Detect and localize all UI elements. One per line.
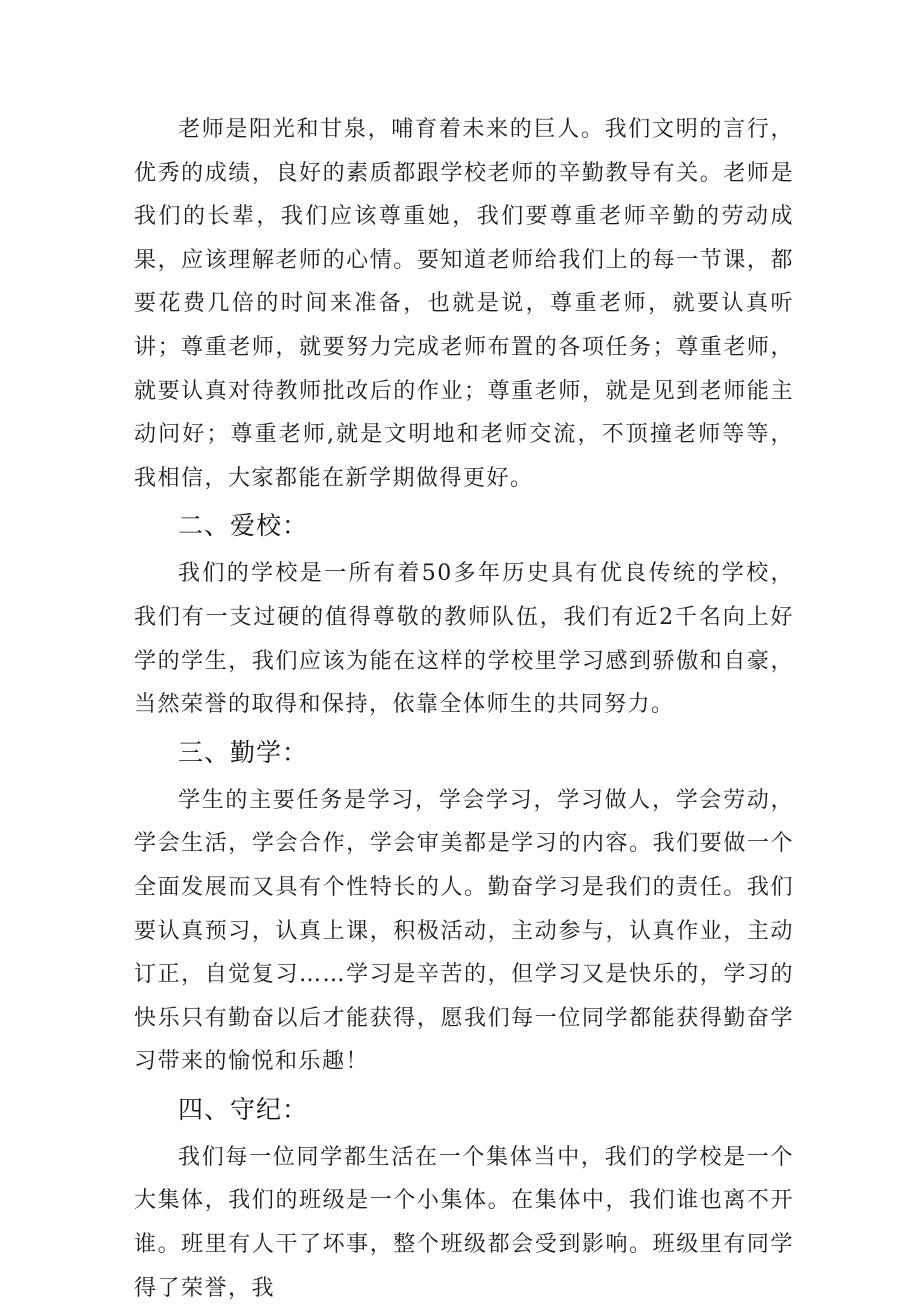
section-heading-diligent-study: 三、勤学： bbox=[178, 737, 309, 767]
document-body bbox=[134, 108, 794, 1310]
paragraph-discipline: 我们每一位同学都生活在一个集体当中，我们的学校是一个大集体，我们的班级是一个小集体。在集体中，我们谁也离不开谁。班里有人干了坏事，整个班级都会受到影响。班级里有同学得了荣誉，我 bbox=[134, 1144, 794, 1301]
paragraph-respect-teachers: 老师是阳光和甘泉，哺育着未来的巨人。我们文明的言行，优秀的成绩，良好的素质都跟学校老师的辛勤教导有关。老师是我们的长辈，我们应该尊重她，我们要尊重老师辛勤的劳动成果，应该理解老师的心情。要知道老师给我们上的每一节课，都要花费几倍的时间来准备，也就是说，尊重老师，就要认真听讲；尊重老师，就要努力完成老师布置的各项任务；尊重老师，就要认真对待教师批改后的作业；尊重老师，就是见到老师能主动问好；尊重老师,就是文明地和老师交流，不顶撞老师等等，我相信，大家都能在新学期做得更好。 bbox=[134, 117, 794, 491]
paragraph-love-school: 我们的学校是一所有着50多年历史具有优良传统的学校，我们有一支过硬的值得尊敬的教师队伍，我们有近2千名向上好学的学生，我们应该为能在这样的学校里学习感到骄傲和自豪，当然荣誉的取得和保持，依靠全体师生的共同努力。 bbox=[134, 561, 794, 718]
paragraph-diligent-study: 学生的主要任务是学习，学会学习，学习做人，学会劳动，学会生活，学会合作，学会审美都是学习的内容。我们要做一个全面发展而又具有个性特长的人。勤奋学习是我们的责任。我们要认真预习，认真上课，积极活动，主动参与，认真作业，主动订正，自觉复习……学习是辛苦的，但学习又是快乐的，学习的快乐只有勤奋以后才能获得，愿我们每一位同学都能获得勤奋学习带来的愉悦和乐趣！ bbox=[134, 787, 794, 1075]
section-heading-discipline: 四、守纪： bbox=[178, 1094, 309, 1124]
section-heading-love-school: 二、爱校： bbox=[178, 511, 309, 541]
